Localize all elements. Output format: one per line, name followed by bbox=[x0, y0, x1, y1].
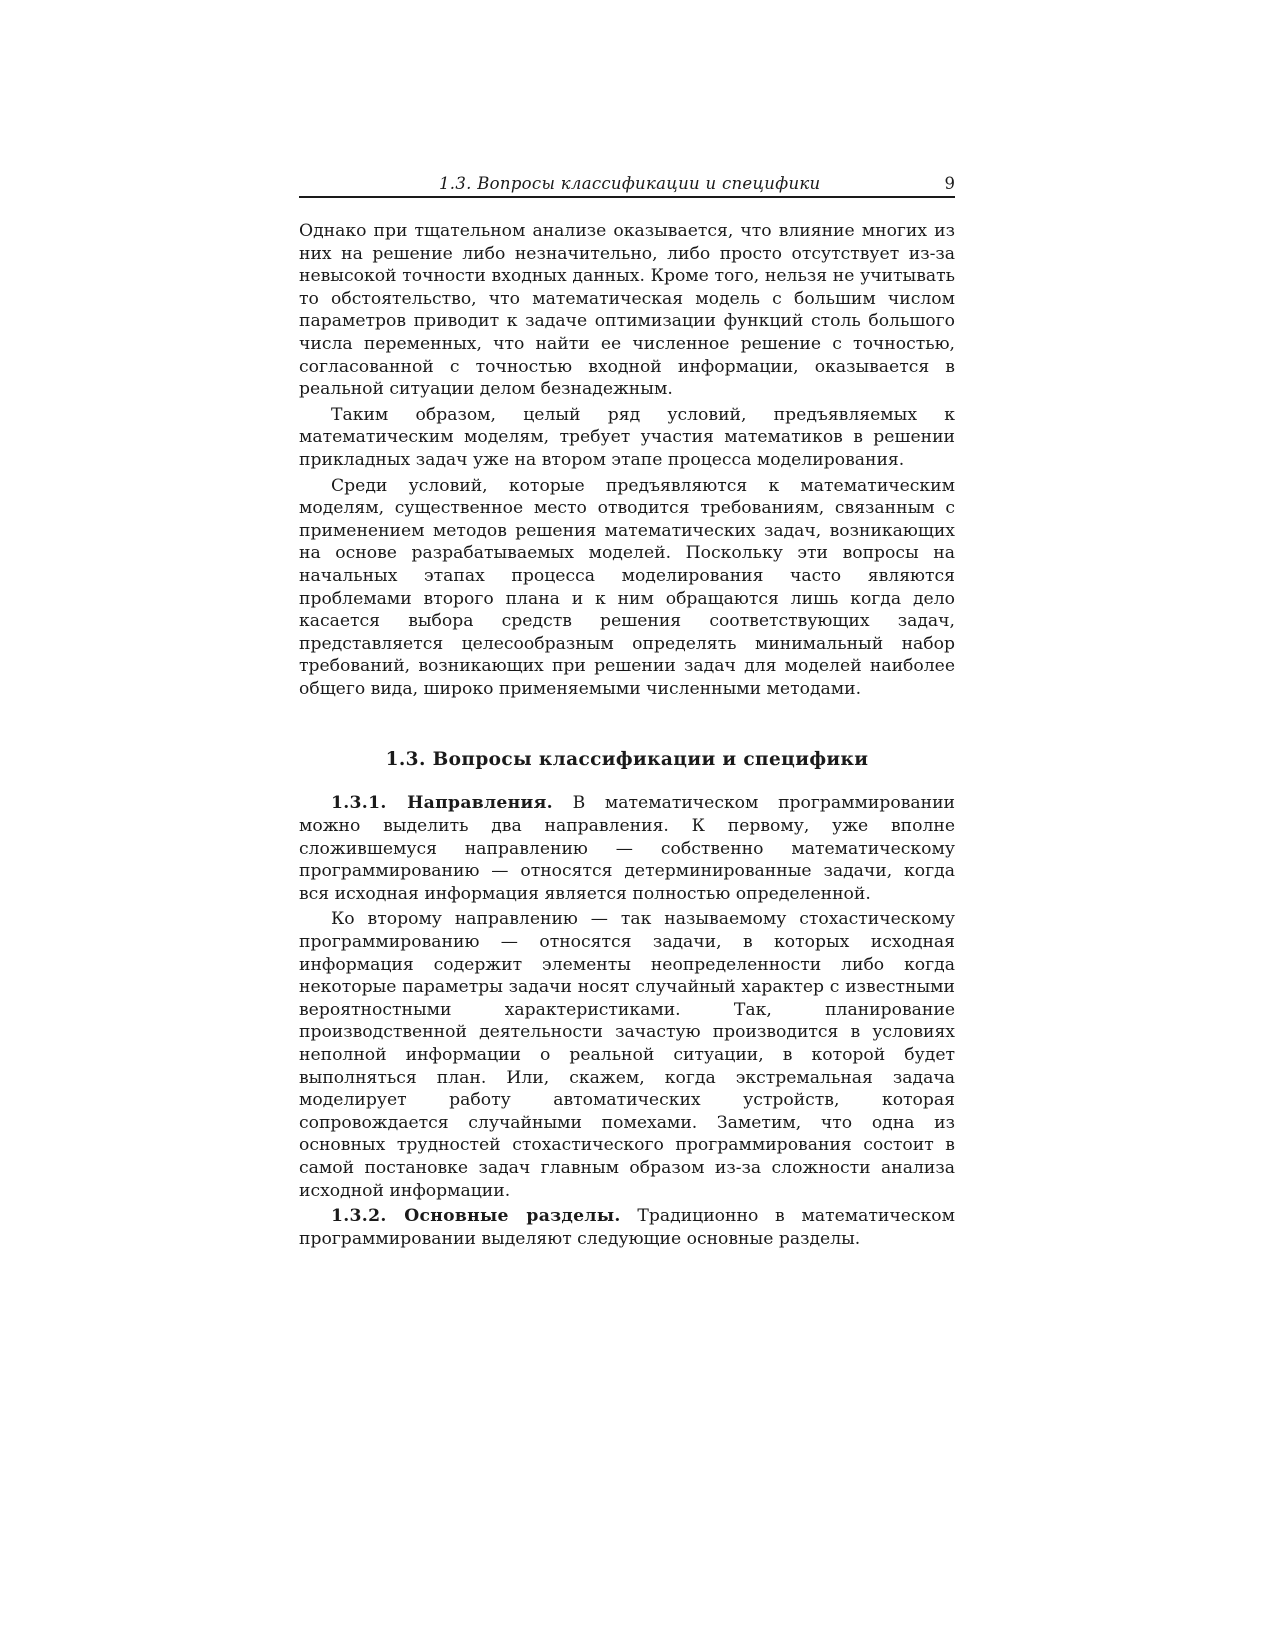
page-number: 9 bbox=[944, 174, 955, 193]
section-heading: 1.3. Вопросы классификации и специфики bbox=[385, 749, 869, 771]
subsection-text: Традиционно в математическом программировании выделяют следующие основные разделы. bbox=[299, 1206, 956, 1249]
paragraph: Среди условий, которые предъявляются к математическим моделям, существенное место отводится требованиям, связанным с применением методов решения математических задач, возникающих на основе разрабатываемых моделей. Поскольку эти вопросы на начальных этапах процесса моделирования часто являются проблемами второго плана и к ним обращаются лишь когда дело касается выбора средств решения соответствующих задач, представляется целесообразным определять минимальный набор требований, возникающих при решении задач для моделей наиболее общего вида, широко применяемыми численными методами. bbox=[299, 475, 955, 699]
running-title: 1.3. Вопросы классификации и специфики bbox=[439, 174, 821, 193]
subsection-paragraph bbox=[299, 1205, 955, 1250]
paragraph: Таким образом, целый ряд условий, предъявляемых к математическим моделям, требует участия математиков в решении прикладных задач уже на втором этапе процесса моделирования. bbox=[299, 404, 955, 470]
page-header bbox=[299, 174, 955, 198]
subsection-title: 1.3.1. Направления. bbox=[331, 793, 553, 814]
paragraph: Ко второму направлению — так называемому стохастическому программированию — относятся задачи, в которых исходная информация содержит элементы неопределенности либо когда некоторые параметры задачи носят случайный характер с известными вероятностными характеристиками. Так, планирование производственной деятельности зачастую производится в условиях неполной информации о реальной ситуации, в которой будет выполняться план. Или, скажем, когда экстремальная задача моделирует работу автоматических устройств, которая сопровождается случайными помехами. Заметим, что одна из основных трудностей стохастического программирования состоит в самой постановке задач главным образом из-за сложности анализа исходной информации. bbox=[299, 909, 955, 1201]
subsection-text: В математическом программировании можно выделить два направления. К первому, уже вполне сложившемуся направлению — собственно математическому программированию — относятся детерминированные задачи, когда вся исходная информация является полностью определенной. bbox=[299, 793, 955, 904]
subsection-title: 1.3.2. Основные разделы. bbox=[331, 1206, 621, 1227]
body-text bbox=[299, 220, 955, 1250]
paragraph: Однако при тщательном анализе оказывается, что влияние многих из них на решение либо незначительно, либо просто отсутствует из-за невысокой точности входных данных. Кроме того, нельзя не учитывать то обстоятельство, что математическая модель с большим числом параметров приводит к задаче оптимизации функций столь большого числа переменных, что найти ее численное решение с точностью, согласованной с точностью входной информации, оказывается в реальной ситуации делом безнадежным. bbox=[299, 221, 955, 400]
subsection-paragraph bbox=[299, 792, 955, 905]
